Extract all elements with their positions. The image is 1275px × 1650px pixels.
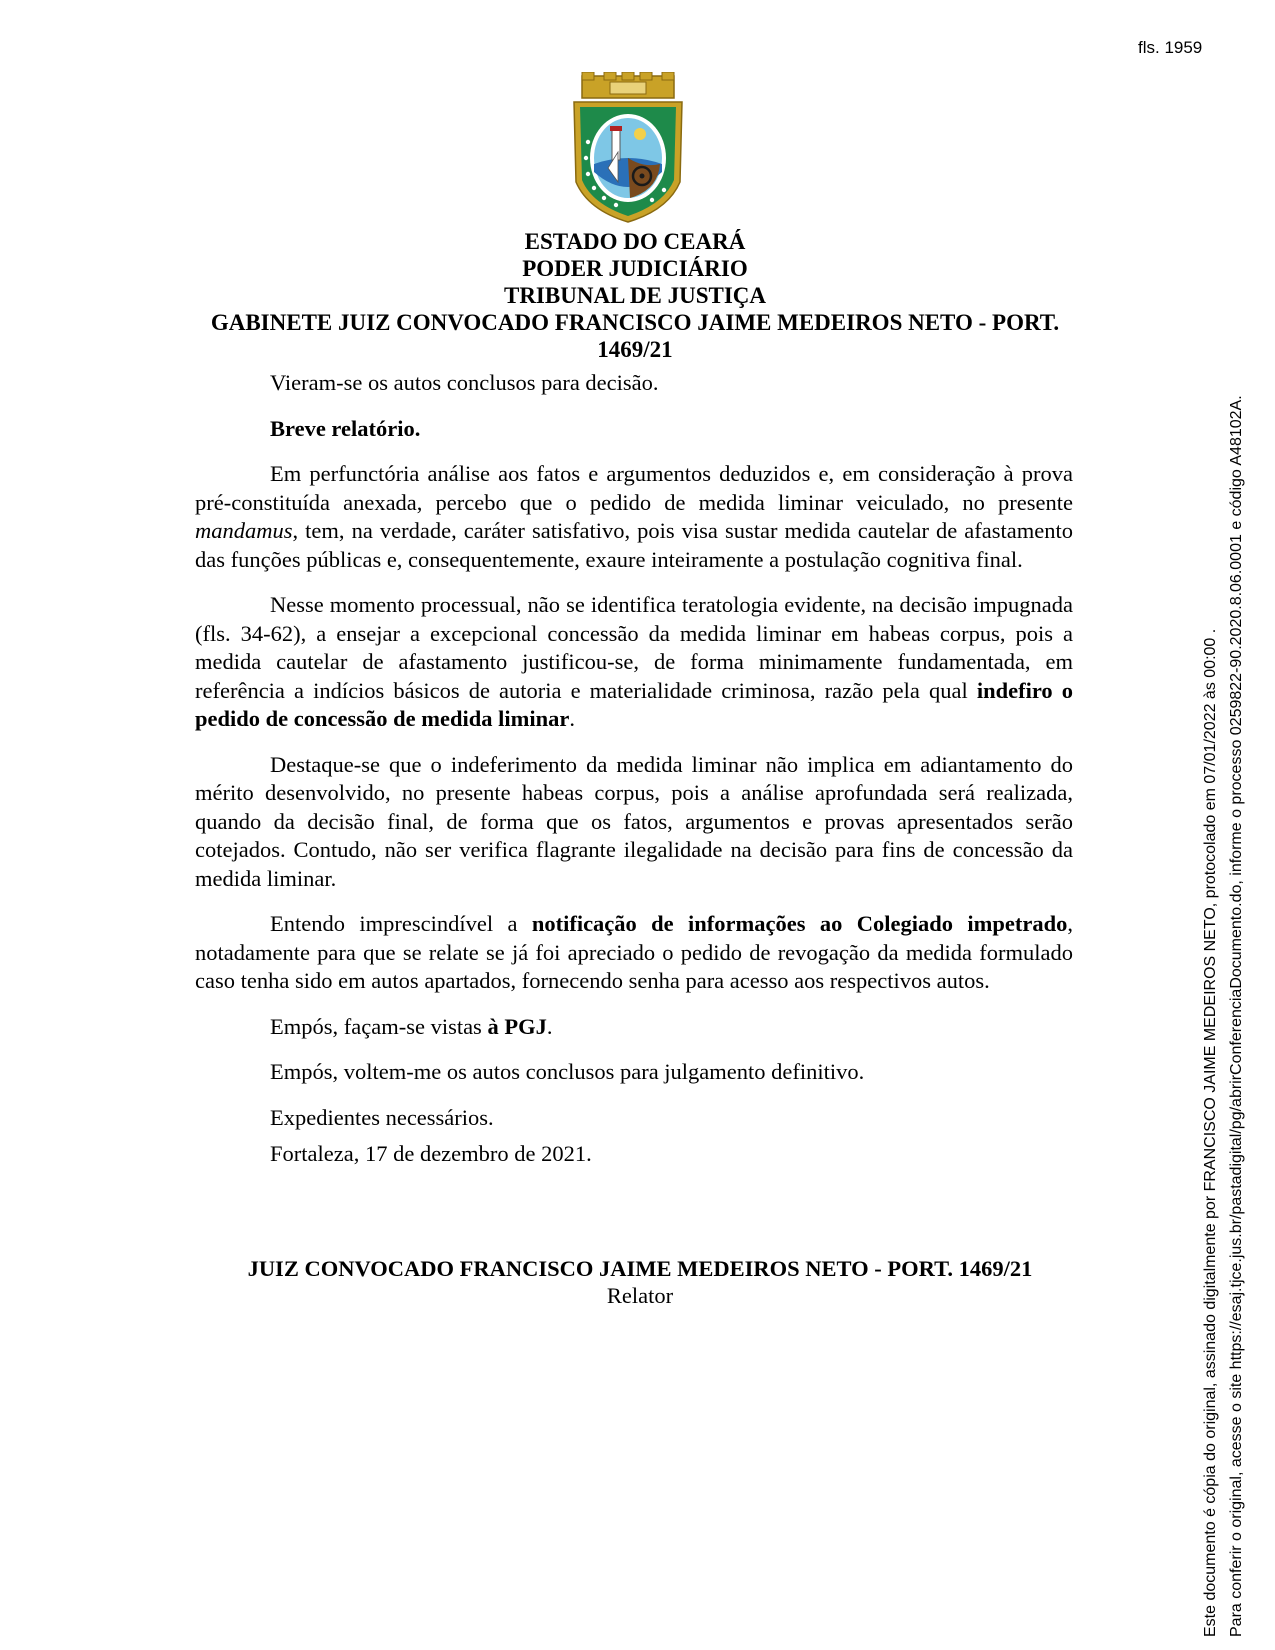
paragraph-expedients: Expedientes necessários. — [270, 1104, 494, 1130]
paragraph-decision-bold: indefiro o pedido de concessão de medida liminar — [195, 677, 1073, 731]
paragraph-conclusion: Vieram-se os autos conclusos para decisão. — [270, 370, 659, 395]
paragraph-return: Empós, voltem-me os autos conclusos para julgamento definitivo. — [270, 1059, 865, 1084]
signature-block — [140, 1255, 1140, 1309]
header-state: ESTADO DO CEARÁ — [524, 229, 746, 254]
header-office-number: 1469/21 — [597, 337, 673, 362]
paragraph-date: Fortaleza, 17 de dezembro de 2021. — [270, 1141, 592, 1166]
page-number: fls. 1959 — [1138, 38, 1203, 57]
signature-name: JUIZ CONVOCADO FRANCISCO JAIME MEDEIROS NETO - PORT. 1469/21 — [247, 1256, 1033, 1281]
document-header — [140, 228, 1130, 363]
paragraph-pgj-text-c: . — [546, 1013, 553, 1039]
coat-of-arms-icon — [568, 72, 688, 224]
paragraph-notification-text-a: Entendo imprescindível a — [270, 911, 532, 936]
paragraph-emphasis: Destaque-se que o indeferimento da medida liminar não implica em adiantamento do mérito desenvolvido, no presente habeas corpus, pois a análise aprofundada será realizada, quando da decisão final, de forma que os fatos, argumentos e provas apresentados serão cotejados. Contudo, não ser verifica flagrante ilegalidade na decisão para fins de concessão da medida liminar. — [195, 751, 1073, 891]
paragraph-decision-text-a: Nesse momento processual, não se identifica teratologia evidente, na decisão impugnada (fls. 34-62), a ensejar a excepcional concessão da medida liminar em habeas corpus, pois a medida cautelar de afastamento justificou-se, de forma minimamente fundamentada, em referência a indícios básicos de autoria e materialidade criminosa, razão pela qual — [195, 592, 1073, 703]
digital-signature-line-2: Para conferir o original, acesse o site https://esaj.tjce.jus.br/pastadigital/pg/abrirConferenciaDocumento.do, informe o processo 0259822-90.2020.8.06.0001 e código A48102A. — [1228, 395, 1245, 1637]
paragraph-notification — [195, 910, 1073, 996]
paragraph-notification-text-c: , notadamente para que se relate se já foi apreciado o pedido de revogação da medida formulado caso tenha sido em autos apartados, fornecendo senha para acesso aos respectivos autos. — [195, 911, 1073, 993]
paragraph-analysis-text-a: Em perfunctória análise aos fatos e argumentos deduzidos e, em consideração à prova pré-constituída anexada, percebo que o pedido de medida liminar veiculado, no presente — [195, 461, 1073, 515]
paragraph-analysis-text-c: , tem, na verdade, caráter satisfativo, pois visa sustar medida cautelar de afastamento das funções públicas e, consequentemente, exaure inteiramente a postulação cognitiva final. — [195, 518, 1073, 572]
digital-signature-line-1: Este documento é cópia do original, assinado digitalmente por FRANCISCO JAIME MEDEIROS NETO, protocolado em 07/01/2022 às 00:00 . — [1202, 628, 1219, 1637]
paragraph-pgj-bold: à PGJ — [487, 1013, 547, 1039]
paragraph-decision-text-c: . — [569, 706, 576, 731]
digital-signature-note — [1198, 187, 1250, 1637]
paragraph-pgj — [195, 1013, 1073, 1042]
header-court: TRIBUNAL DE JUSTIÇA — [503, 283, 766, 308]
header-judiciary: PODER JUDICIÁRIO — [522, 256, 748, 281]
header-office: GABINETE JUIZ CONVOCADO FRANCISCO JAIME MEDEIROS NETO - PORT. — [210, 310, 1060, 335]
signature-role: Relator — [606, 1283, 674, 1308]
decision-body — [195, 369, 1073, 1169]
paragraph-decision — [195, 591, 1073, 734]
paragraph-notification-bold: notificação de informações ao Colegiado impetrado — [531, 911, 1068, 936]
paragraph-pgj-text-a: Empós, façam-se vistas — [270, 1013, 488, 1039]
paragraph-report-heading: Breve relatório. — [270, 415, 421, 441]
paragraph-analysis-italic: mandamus — [195, 518, 293, 543]
paragraph-analysis — [195, 460, 1073, 574]
